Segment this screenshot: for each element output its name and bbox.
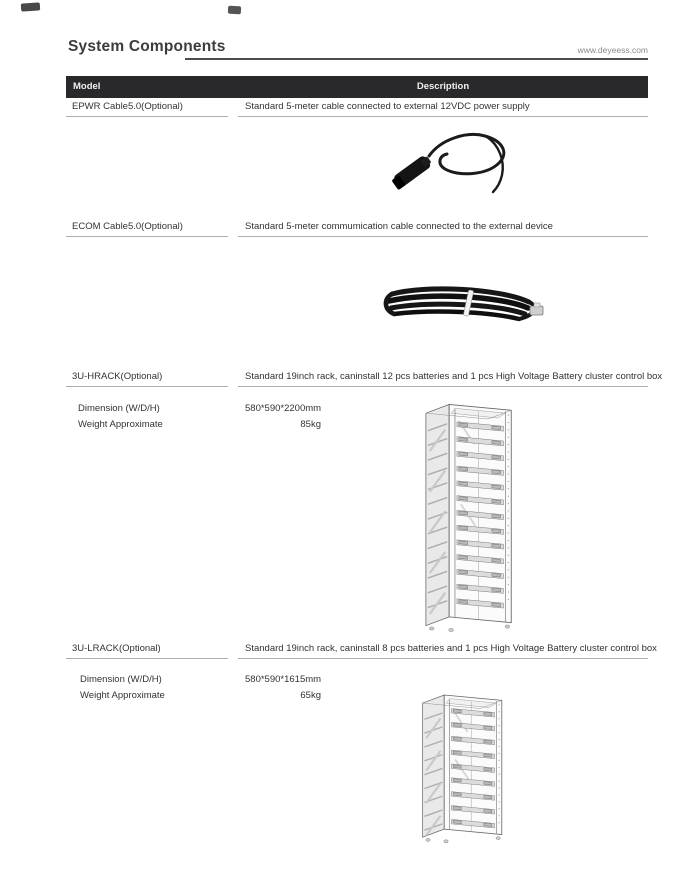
table-header-bar: [66, 76, 648, 98]
hrack-line-drawing: [422, 398, 519, 634]
spec-label-weight: Weight Approximate: [80, 690, 165, 701]
table-row: [66, 643, 657, 661]
model-cell: 3U-LRACK(Optional): [72, 643, 161, 654]
ecom-cable-photo: [380, 273, 546, 335]
row-divider: [238, 116, 648, 117]
scan-artifact-mark: [228, 6, 241, 15]
spec-values: [245, 672, 321, 704]
spec-value-dimension: 580*590*1615mm: [245, 674, 322, 685]
description-cell: Standard 5-meter cable connected to external 12VDC power supply: [245, 101, 530, 112]
spec-values: [245, 401, 321, 433]
column-header-description: Description: [416, 81, 470, 92]
website-url: www.deyeess.com: [577, 45, 648, 55]
table-row: [66, 221, 648, 239]
column-header-model: Model: [73, 81, 101, 92]
model-cell: 3U-HRACK(Optional): [72, 371, 163, 382]
model-cell: ECOM Cable5.0(Optional): [72, 221, 183, 232]
spec-value-weight: 85kg: [300, 419, 321, 430]
table-row: [66, 101, 648, 119]
spec-label-dimension: Dimension (W/D/H): [80, 674, 162, 685]
model-cell: EPWR Cable5.0(Optional): [72, 101, 183, 112]
scan-artifact-mark: [21, 2, 41, 11]
row-divider: [66, 386, 228, 387]
row-divider: [238, 658, 648, 659]
lrack-line-drawing: [419, 686, 509, 848]
spec-value-weight: 65kg: [300, 690, 321, 701]
description-cell: Standard 19inch rack, caninstall 8 pcs batteries and 1 pcs High Voltage Battery cluster control box: [245, 643, 657, 654]
spec-labels: [78, 401, 163, 433]
row-divider: [238, 236, 648, 237]
spec-value-dimension: 580*590*2200mm: [245, 403, 322, 414]
row-divider: [66, 658, 228, 659]
row-divider: [66, 236, 228, 237]
description-cell: Standard 5-meter commumication cable connected to the external device: [245, 221, 553, 232]
spec-label-weight: Weight Approximate: [78, 419, 163, 430]
row-divider: [66, 116, 228, 117]
row-divider: [238, 386, 648, 387]
page-title: System Components: [68, 38, 226, 55]
epwr-cable-photo: [383, 129, 523, 201]
spec-labels: [80, 672, 165, 704]
spec-label-dimension: Dimension (W/D/H): [78, 403, 160, 414]
description-cell: Standard 19inch rack, caninstall 12 pcs batteries and 1 pcs High Voltage Battery cluster control box: [245, 371, 663, 382]
title-underline: [185, 58, 648, 60]
table-row: [66, 371, 663, 389]
